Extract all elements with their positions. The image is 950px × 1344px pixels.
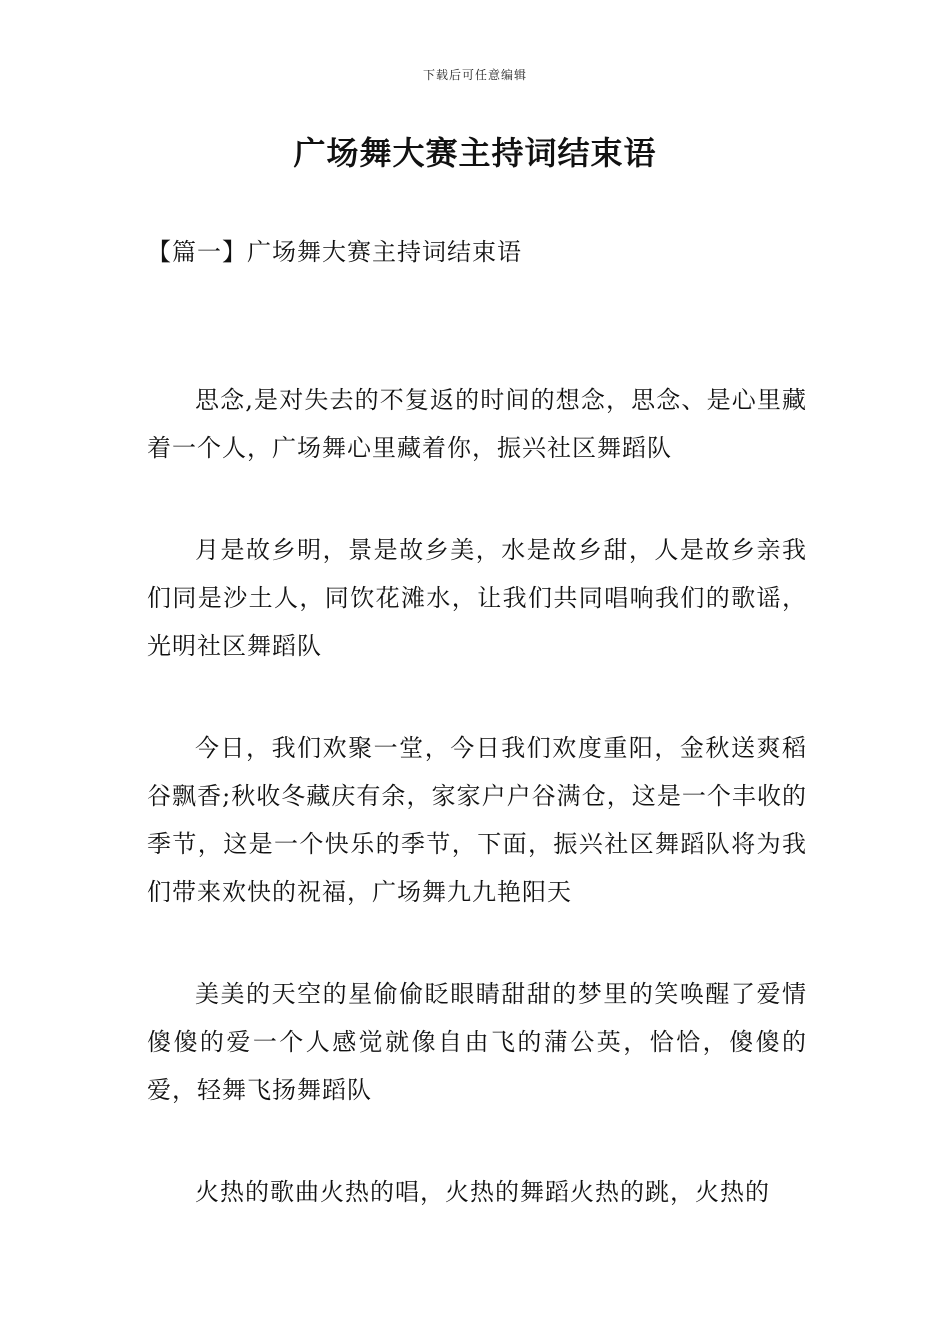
paragraph-3: 今日，我们欢聚一堂，今日我们欢度重阳，金秋送爽稻谷飘香;秋收冬藏庆有余，家家户户谷满仓，这是一个丰收的季节，这是一个快乐的季节，下面，振兴社区舞蹈队将为我们带来欢快的祝福，广场舞九九艳阳天	[147, 734, 807, 906]
paragraph-2: 月是故乡明，景是故乡美，水是故乡甜，人是故乡亲我们同是沙土人，同饮花滩水，让我们共同唱响我们的歌谣，光明社区舞蹈队	[147, 536, 807, 660]
paragraph-1: 思念,是对失去的不复返的时间的想念，思念、是心里藏着一个人，广场舞心里藏着你，振兴社区舞蹈队	[147, 386, 807, 462]
header-note: 下载后可任意编辑	[422, 68, 527, 82]
paragraph-4: 美美的天空的星偷偷眨眼睛甜甜的梦里的笑唤醒了爱情傻傻的爱一个人感觉就像自由飞的蒲公英，恰恰，傻傻的爱，轻舞飞扬舞蹈队	[147, 980, 807, 1104]
document-title: 广场舞大赛主持词结束语	[293, 134, 657, 172]
document-body	[147, 376, 807, 1270]
section-heading: 【篇一】广场舞大赛主持词结束语	[147, 238, 522, 266]
paragraph-5: 火热的歌曲火热的唱，火热的舞蹈火热的跳，火热的	[195, 1178, 770, 1206]
